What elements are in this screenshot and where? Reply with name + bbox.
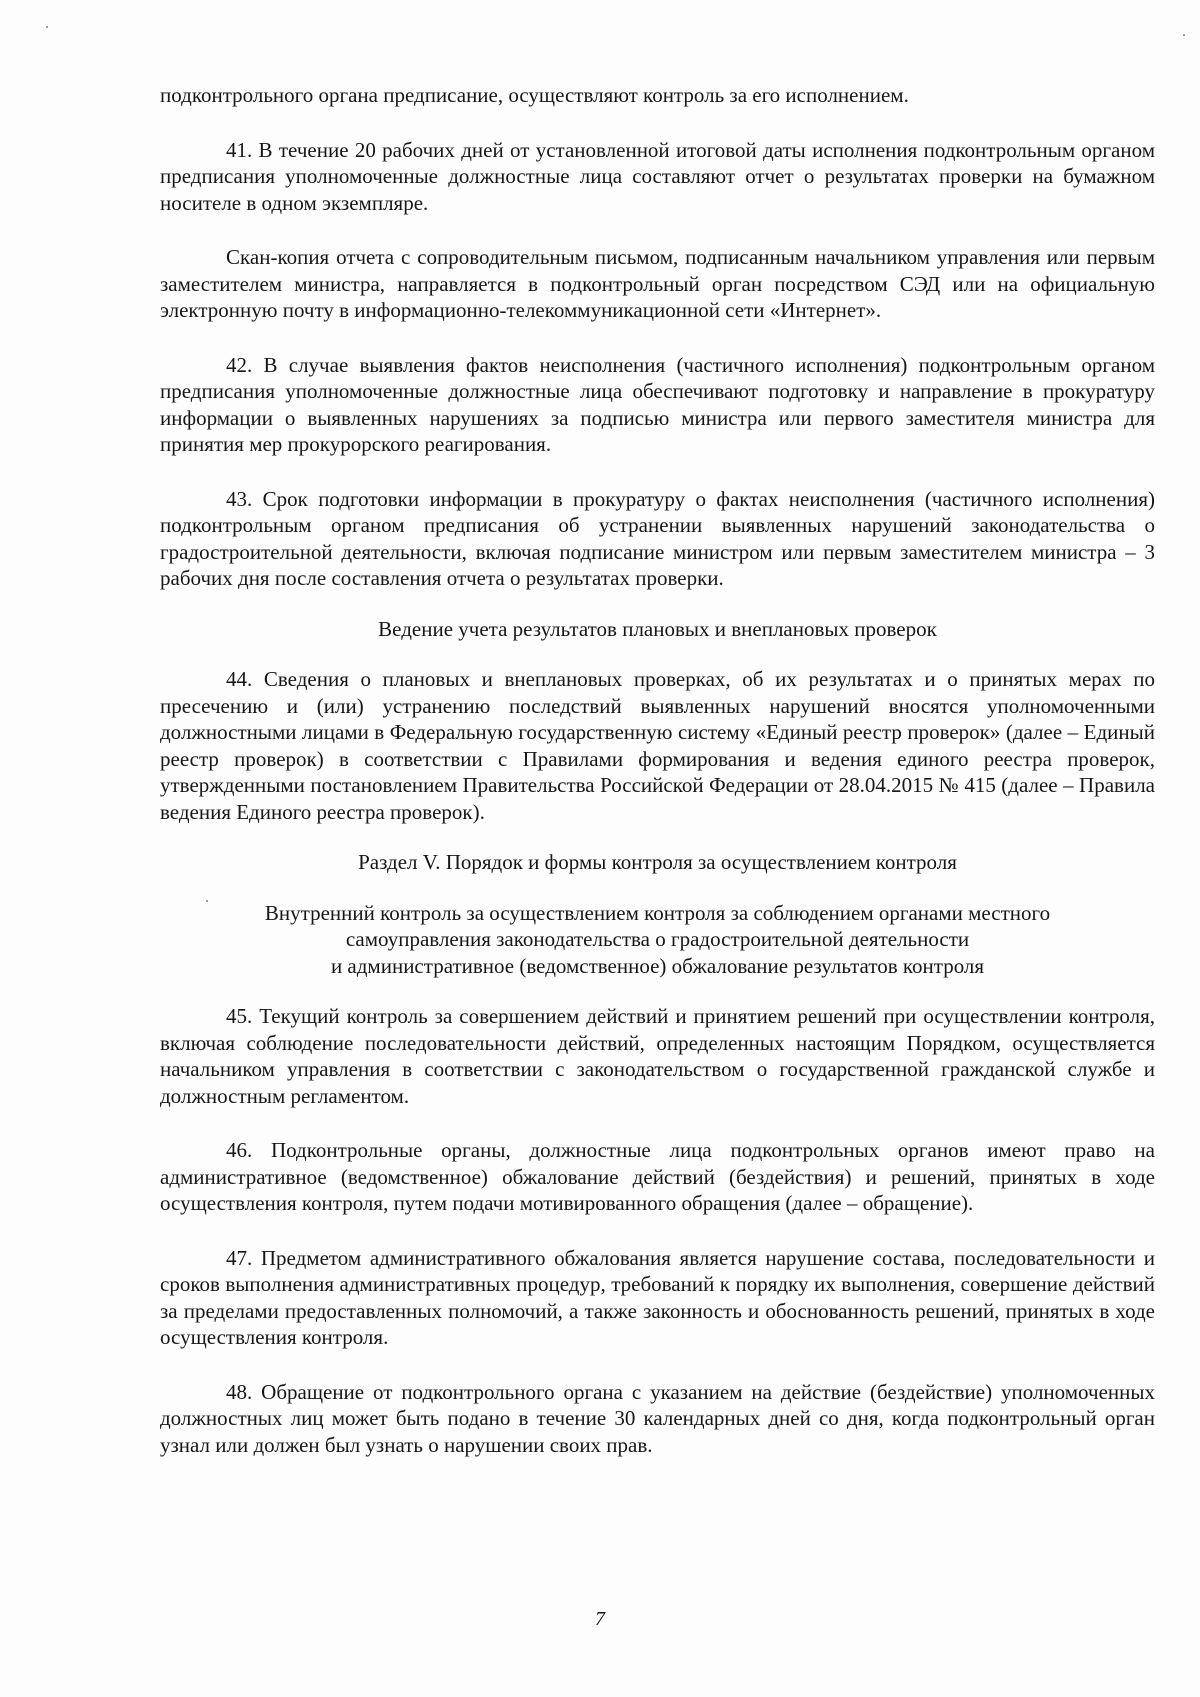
scan-speck xyxy=(46,26,48,28)
paragraph-scan-copy: Скан-копия отчета с сопроводительным письмом, подписанным начальником управления или первым заместителем министра, направляется в подконтрольный орган посредством СЭД или на официальную электронную почту в информационно-телекоммуникационной сети «Интернет». xyxy=(160,245,1155,322)
subsection-heading-line-2: самоуправления законодательства о градостроительной деятельности xyxy=(345,927,970,951)
paragraph-48: 48. Обращение от подконтрольного органа с указанием на действие (бездействие) уполномоченных должностных лиц может быть подано в течение 30 календарных дней со дня, когда подконтрольный орган узнал или должен был узнать о нарушении своих прав. xyxy=(160,1379,1155,1457)
paragraph-47: 47. Предметом административного обжалования является нарушение состава, последовательности и сроков выполнения административных процедур, требований к порядку их выполнения, совершение действий за пределами предоставленных полномочий, а также законность и обоснованность решений, принятых в ходе осуществления контроля. xyxy=(160,1245,1155,1349)
document-body xyxy=(160,82,1155,1458)
page-number: 7 xyxy=(595,1608,605,1630)
scan-speck xyxy=(1183,34,1185,36)
subsection-heading-line-3: и административное (ведомственное) обжалование результатов контроля xyxy=(330,953,985,978)
paragraph-43: 43. Срок подготовки информации в прокуратуру о фактах неисполнения (частичного исполнения) подконтрольным органом предписания об устранении выявленных нарушений законодательства о градостроительной деятельности, включая подписание министром или первым заместителем министра – 3 рабочих дня после составления отчета о результатах проверки. xyxy=(160,486,1155,590)
paragraph-41: 41. В течение 20 рабочих дней от установленной итоговой даты исполнения подконтрольным органом предписания уполномоченные должностные лица составляют отчет о результатах проверки на бумажном носителе в одном экземпляре. xyxy=(160,137,1155,215)
paragraph-continuation: подконтрольного органа предписание, осуществляют контроль за его исполнением. xyxy=(160,83,909,107)
subsection-heading-line-1: Внутренний контроль за осуществлением контроля за соблюдением органами местного xyxy=(264,900,1051,925)
section-heading-record-keeping: Ведение учета результатов плановых и внеплановых проверок xyxy=(378,616,937,641)
section-heading-chapter-v: Раздел V. Порядок и формы контроля за осуществлением контроля xyxy=(358,850,957,874)
paragraph-45: 45. Текущий контроль за совершением действий и принятием решений при осуществлении контроля, включая соблюдение последовательности действий, определенных настоящим Порядком, осуществляется начальником управления в соответствии с законодательством о государственной гражданской службе и должностным регламентом. xyxy=(160,1004,1155,1108)
paragraph-44: 44. Сведения о плановых и внеплановых проверках, об их результатах и о принятых мерах по пресечению и (или) устранению последствий выявленных нарушений вносятся уполномоченными должностными лицами в Федеральную государственную систему «Единый реестр проверок» (далее – Единый реестр проверок) в соответствии с Правилами формирования и ведения единого реестра проверок, утвержденными постановлением Правительства Российской Федерации от 28.04.2015 № 415 (далее – Правила ведения Единого реестра проверок). xyxy=(160,667,1155,824)
paragraph-42: 42. В случае выявления фактов неисполнения (частичного исполнения) подконтрольным органом предписания уполномоченные должностные лица обеспечивают подготовку и направление в прокуратуру информации о выявленных нарушениях за подписью министра или первого заместителя министра для принятия мер прокурорского реагирования. xyxy=(160,352,1155,456)
paragraph-46: 46. Подконтрольные органы, должностные лица подконтрольных органов имеют право на административное (ведомственное) обжалование действий (бездействия) и решений, принятых в ходе осуществления контроля, путем подачи мотивированного обращения (далее – обращение). xyxy=(160,1138,1155,1215)
